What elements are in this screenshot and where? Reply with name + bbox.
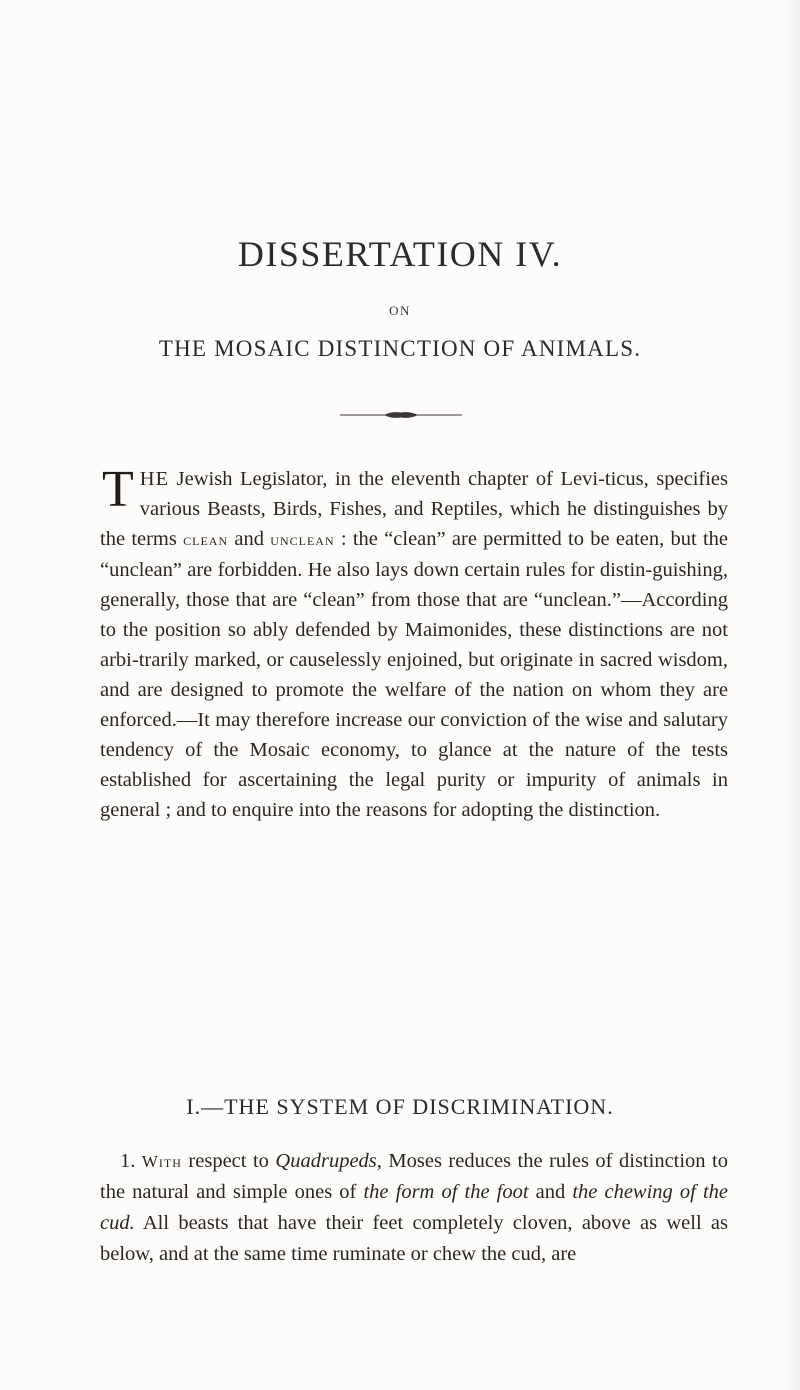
title-connector: ON [389, 303, 411, 318]
section-heading: I.—THE SYSTEM OF DISCRIMINATION. [186, 1094, 614, 1119]
intro-lead: HE [139, 468, 170, 490]
intro-text-and: and [228, 528, 271, 550]
para2-text-1: respect to [181, 1150, 276, 1172]
term-clean: clean [183, 530, 229, 549]
form-of-foot-italic: the form of the foot [363, 1181, 529, 1203]
with-smallcaps: With [141, 1152, 182, 1171]
dissertation-subtitle: THE MOSAIC DISTINCTION OF ANIMALS. [158, 336, 642, 361]
ornament-rule [340, 411, 462, 419]
quadrupeds-italic: Quadrupeds, [275, 1150, 382, 1172]
para2-text-4: All beasts that have their feet completely cloven, above as well as below, and at the same time ruminate or chew the cud, are [100, 1212, 728, 1265]
paragraph-number: 1. [120, 1150, 142, 1172]
dissertation-title: DISSERTATION IV. [237, 234, 563, 274]
paragraph-1 [100, 1146, 728, 1270]
para2-text-3: and [528, 1181, 573, 1203]
drop-cap: T [102, 461, 134, 518]
chewing-cud-italic: the chewing of the cud. [100, 1181, 728, 1234]
intro-paragraph [100, 461, 728, 825]
page-edge-shadow [786, 0, 800, 1390]
para2-text-2: Moses reduces the rules of distinction to the natural and simple ones of [100, 1150, 728, 1203]
term-unclean: unclean [270, 530, 335, 549]
intro-text-2: : the “clean” are permitted to be eaten, but the “unclean” are forbidden. He also lays down certain rules for distin-guishing, generally, those that are “clean” from those that are “unclean.”—According to the position so ably defended by Maimonides, these distinctions are not arbi-trarily marked, or causelessly enjoined, but originate in sacred wisdom, and are designed to promote the welfare of the nation on whom they are enforced.—It may therefore increase our conviction of the wise and salutary tendency of the Mosaic economy, to glance at the nature of the tests established for ascertaining the legal purity or impurity of animals in general ; and to enquire into the reasons for adopting the distinction. [100, 528, 728, 821]
intro-text-1: Jewish Legislator, in the eleventh chapter of Levi-ticus, specifies various Beasts, Birds, Fishes, and Reptiles, which he distinguishes by the terms [100, 468, 728, 550]
